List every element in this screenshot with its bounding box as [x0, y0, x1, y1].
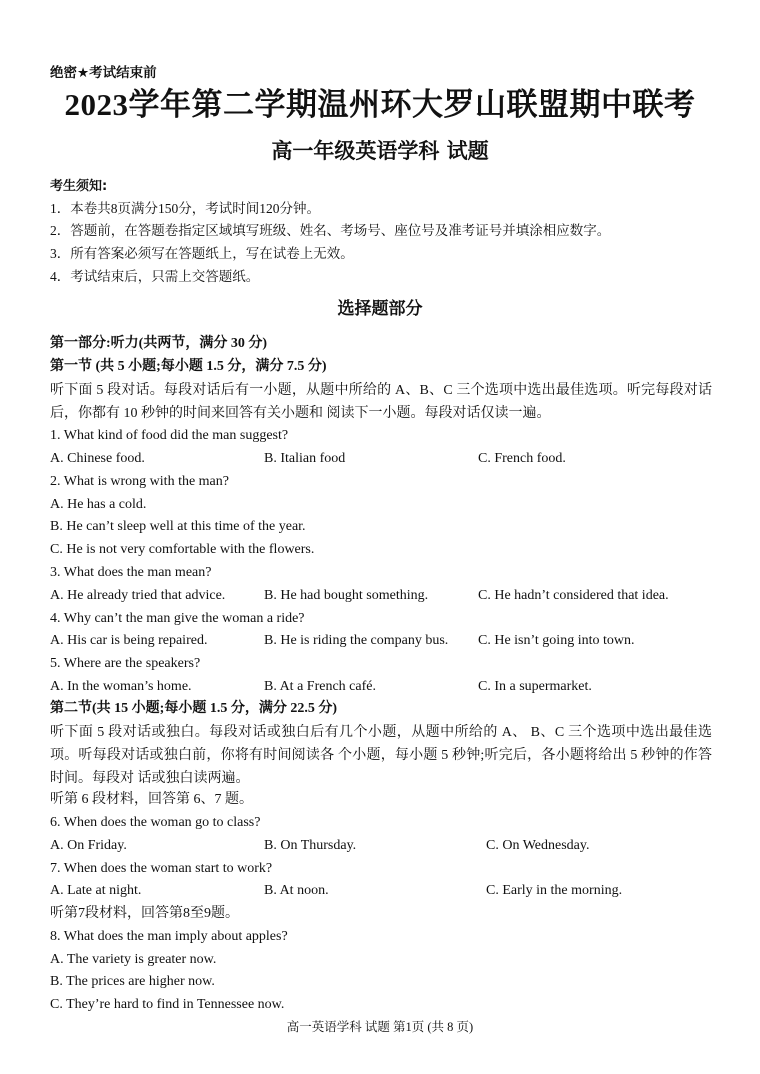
question-6-stem: 6. When does the woman go to class?	[50, 815, 261, 830]
question-5-option-b: B. At a French café.	[264, 679, 376, 694]
exam-subtitle: 高一年级英语学科 试题	[271, 139, 489, 163]
section2-heading: 第二节(共 15 小题;每小题 1.5 分，满分 22.5 分)	[50, 701, 337, 716]
confidential-label: 绝密★考试结束前	[50, 65, 157, 81]
question-5-option-c: C. In a supermarket.	[478, 679, 592, 694]
material-6-instruction: 听第 6 段材料，回答第 6、7 题。	[50, 792, 253, 807]
question-6-option-b: B. On Thursday.	[264, 838, 357, 853]
notice-item-3: 3．所有答案必须写在答题纸上，写在试卷上无效。	[50, 246, 354, 261]
question-7-stem: 7. When does the woman start to work?	[50, 861, 273, 876]
question-8-option-b: B. The prices are higher now.	[50, 974, 215, 989]
question-3-option-b: B. He had bought something.	[264, 588, 429, 603]
question-4-option-a: A. His car is being repaired.	[50, 633, 208, 648]
question-3-option-c: C. He hadn’t considered that idea.	[478, 588, 669, 603]
question-2-option-c: C. He is not very comfortable with the flowers.	[50, 542, 315, 557]
material-7-instruction: 听第7段材料，回答第8至9题。	[50, 906, 239, 921]
question-5-stem: 5. Where are the speakers?	[50, 656, 201, 671]
question-6-option-a: A. On Friday.	[50, 838, 127, 853]
question-6-option-c: C. On Wednesday.	[486, 838, 590, 853]
notice-item-1: 1．本卷共8页满分150分，考试时间120分钟。	[50, 201, 320, 216]
question-3-option-a: A. He already tried that advice.	[50, 588, 226, 603]
question-7-option-c: C. Early in the morning.	[486, 883, 623, 898]
notice-item-2: 2．答题前，在答题卷指定区域填写班级、姓名、考场号、座位号及准考证号并填涂相应数字。	[50, 223, 611, 238]
question-4-option-c: C. He isn’t going into town.	[478, 633, 635, 648]
question-7-option-a: A. Late at night.	[50, 883, 142, 898]
question-2-option-a: A. He has a cold.	[50, 497, 147, 512]
part1-heading: 第一部分:听力(共两节，满分 30 分)	[50, 336, 267, 351]
section1-instructions: 听下面 5 段对话。每段对话后有一小题，从题中所给的 A、B、C 三个选项中选出最佳选项。听完每段对话后，你都有 10 秒钟的时间来回答有关小题和 阅读下一小题。每段对话仅读一遍。	[50, 383, 712, 421]
page-footer: 高一英语学科 试题 第1页 (共 8 页)	[286, 1020, 474, 1034]
question-1-option-a: A. Chinese food.	[50, 451, 145, 466]
question-8-option-c: C. They’re hard to find in Tennessee now.	[50, 997, 285, 1012]
question-8-stem: 8. What does the man imply about apples?	[50, 929, 288, 944]
notice-heading: 考生须知:	[50, 179, 108, 194]
question-8-option-a: A. The variety is greater now.	[50, 952, 217, 967]
question-1-option-c: C. French food.	[478, 451, 566, 466]
section2-instructions: 听下面 5 段对话或独白。每段对话或独白后有几个小题，从题中所给的 A、 B、C 三个选项中选出最佳选项。听每段对话或独白前，你将有时间阅读各 个小题，每小题 5 秒钟;听完后，各小题将给出 5 秒钟的作答时间。每段对 话或独白读两遍。	[50, 725, 712, 786]
question-4-stem: 4. Why can’t the man give the woman a ride?	[50, 611, 305, 626]
question-1-stem: 1. What kind of food did the man suggest?	[50, 428, 289, 443]
part-title: 选择题部分	[337, 299, 423, 319]
notice-item-4: 4．考试结束后，只需上交答题纸。	[50, 269, 260, 284]
exam-title: 2023学年第二学期温州环大罗山联盟期中联考	[64, 87, 696, 122]
question-1-option-b: B. Italian food	[264, 451, 346, 466]
question-7-option-b: B. At noon.	[264, 883, 329, 898]
question-2-option-b: B. He can’t sleep well at this time of the year.	[50, 519, 306, 534]
question-5-option-a: A. In the woman’s home.	[50, 679, 192, 694]
question-2-stem: 2. What is wrong with the man?	[50, 474, 229, 489]
section1-heading: 第一节 (共 5 小题;每小题 1.5 分，满分 7.5 分)	[50, 359, 327, 374]
question-3-stem: 3. What does the man mean?	[50, 565, 212, 580]
question-4-option-b: B. He is riding the company bus.	[264, 633, 449, 648]
